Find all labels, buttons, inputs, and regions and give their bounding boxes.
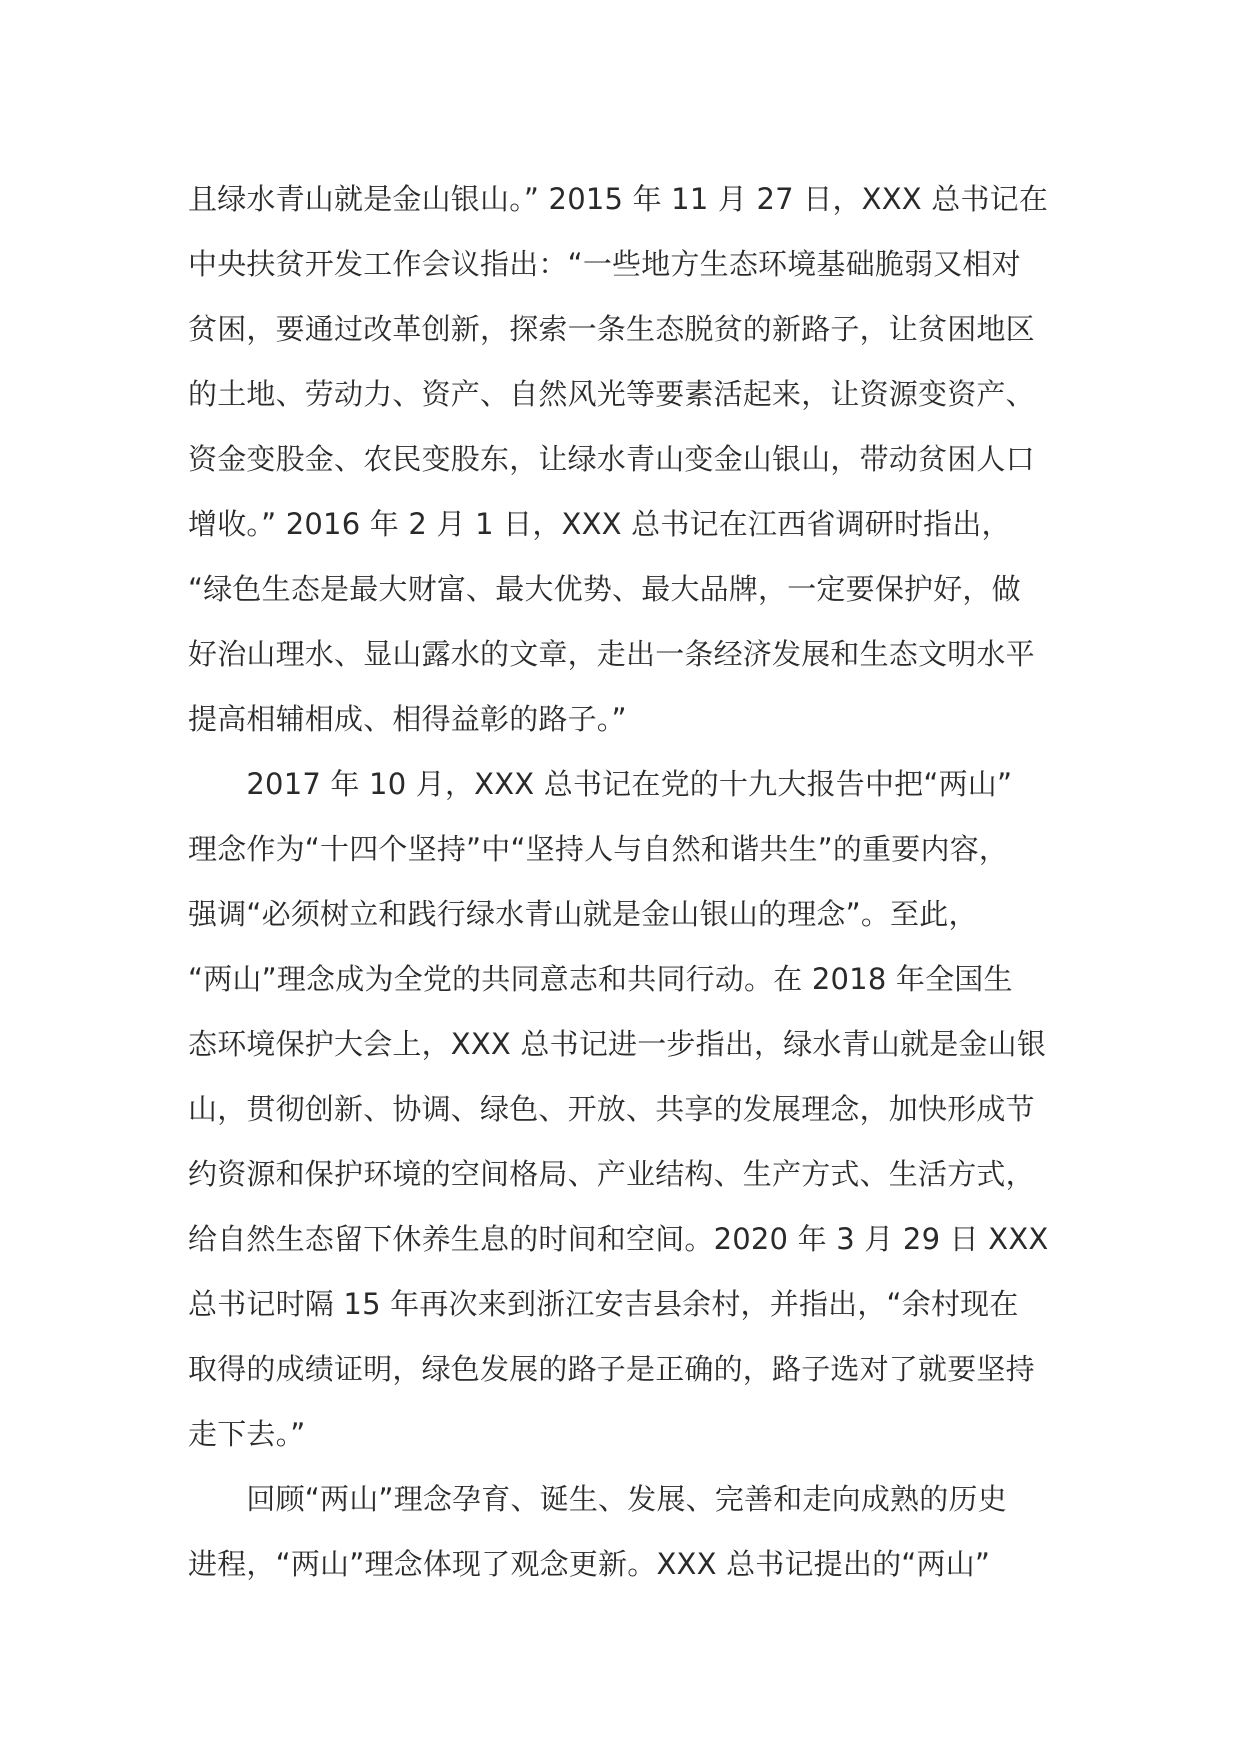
text-line: 且绿水青山就是金山银山。” 2015 年 11 月 27 日，XXX 总书记在 — [188, 182, 1049, 216]
text-line: 资金变股金、农民变股东，让绿水青山变金山银山，带动贫困人口 — [188, 442, 1035, 476]
text-line: “绿色生态是最大财富、最大优势、最大品牌，一定要保护好，做 — [188, 572, 1021, 606]
text-line: 给自然生态留下休养生息的时间和空间。2020 年 3 月 29 日 XXX — [188, 1222, 1049, 1256]
text-line: 提高相辅相成、相得益彰的路子。” — [188, 702, 627, 736]
text-line: 增收。” 2016 年 2 月 1 日，XXX 总书记在江西省调研时指出， — [188, 507, 1011, 541]
text-line: 中央扶贫开发工作会议指出：“一些地方生态环境基础脆弱又相对 — [188, 247, 1021, 281]
body-text — [188, 167, 1068, 1597]
text-line: 取得的成绩证明，绿色发展的路子是正确的，路子选对了就要坚持 — [188, 1352, 1035, 1386]
text-line: “两山”理念成为全党的共同意志和共同行动。在 2018 年全国生 — [188, 962, 1013, 996]
text-line: 好治山理水、显山露水的文章，走出一条经济发展和生态文明水平 — [188, 637, 1035, 671]
text-line: 态环境保护大会上，XXX 总书记进一步指出，绿水青山就是金山银 — [188, 1027, 1047, 1061]
text-line: 强调“必须树立和践行绿水青山就是金山银山的理念”。至此， — [188, 897, 978, 931]
text-line: 山，贯彻创新、协调、绿色、开放、共享的发展理念，加快形成节 — [188, 1092, 1035, 1126]
text-line: 进程，“两山”理念体现了观念更新。XXX 总书记提出的“两山” — [188, 1547, 991, 1581]
text-line: 贫困，要通过改革创新，探索一条生态脱贫的新路子，让贫困地区 — [188, 312, 1035, 346]
text-line: 走下去。” — [188, 1417, 306, 1451]
text-line: 总书记时隔 15 年再次来到浙江安吉县余村，并指出，“余村现在 — [188, 1287, 1019, 1321]
text-line: 理念作为“十四个坚持”中“坚持人与自然和谐共生”的重要内容， — [188, 832, 1009, 866]
text-line: 回顾“两山”理念孕育、诞生、发展、完善和走向成熟的历史 — [188, 1482, 1007, 1516]
text-line: 约资源和保护环境的空间格局、产业结构、生产方式、生活方式， — [188, 1157, 1035, 1191]
text-line: 2017 年 10 月，XXX 总书记在党的十九大报告中把“两山” — [188, 767, 1013, 801]
text-line: 的土地、劳动力、资产、自然风光等要素活起来，让资源变资产、 — [188, 377, 1035, 411]
